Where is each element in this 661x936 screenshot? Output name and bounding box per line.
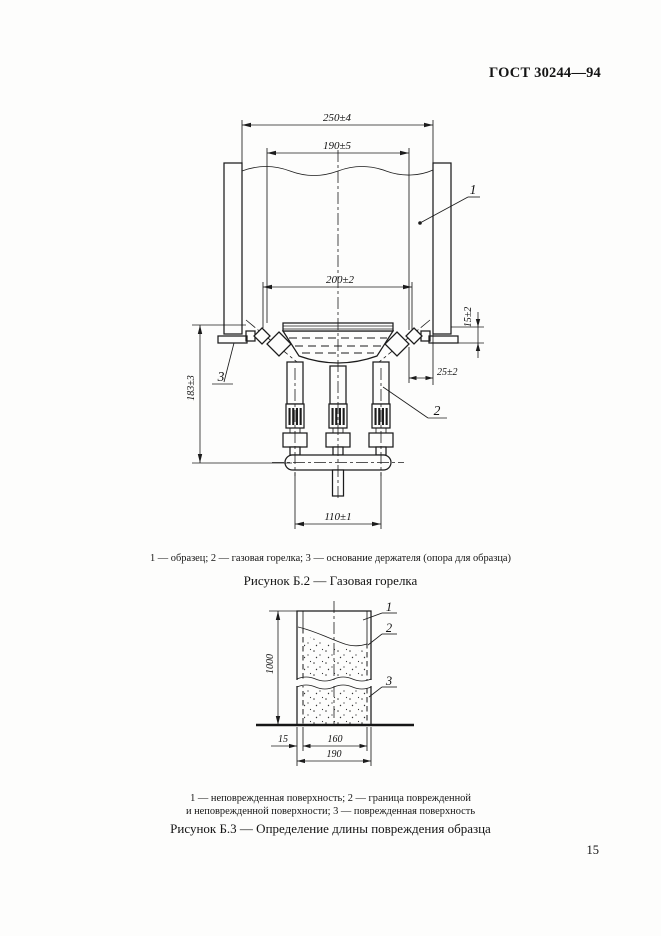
dim-25-label: 25±2 [437, 367, 458, 378]
b3-label-1: 1 [385, 600, 393, 614]
dim-200-label: 200±2 [325, 274, 355, 286]
b3-label-2: 2 [385, 621, 393, 635]
figure-b3-legend-line1: 1 — неповрежденная поверхность; 2 — граница поврежденной [190, 793, 471, 804]
figure-b3-caption: Рисунок Б.3 — Определение длины повреждения образца [170, 821, 491, 836]
standard-number-header: ГОСТ 30244—94 [489, 65, 601, 81]
dim-190-label: 190 [326, 749, 342, 760]
dim-1000 [265, 611, 280, 725]
dim-183-label: 183±3 [186, 375, 197, 401]
dim-15-2 [451, 307, 484, 358]
holder-base-left [218, 336, 247, 343]
dim-1000-label: 1000 [265, 654, 276, 674]
specimen-walls [224, 163, 451, 334]
b3-label-3: 3 [385, 674, 393, 688]
figure-b3-legend-line2: и неповрежденной поверхности; 3 — поврежденная поверхность [185, 806, 476, 817]
figure-b2-gas-burner-drawing [186, 112, 484, 529]
dim-15-2-label: 15±2 [463, 306, 474, 328]
b2-label-1: 1 [469, 182, 477, 197]
dim-160-label: 160 [327, 734, 343, 745]
dim-200 [263, 274, 412, 330]
figure-b3-damage-drawing [256, 600, 414, 766]
dim-190-label: 190±5 [322, 140, 352, 152]
figure-b2-caption: Рисунок Б.2 — Газовая горелка [243, 573, 418, 588]
page-number: 15 [586, 843, 599, 857]
dim-110-label: 110±1 [324, 511, 352, 523]
specimen-break-wave [242, 167, 433, 176]
b2-label-3: 3 [217, 369, 225, 384]
b2-label-2: 2 [433, 403, 441, 418]
figure-b2-legend: 1 — образец; 2 — газовая горелка; 3 — основание держателя (опора для образца) [150, 553, 511, 564]
dim-250-label: 250±4 [322, 112, 352, 124]
b3-bottom-dims [271, 727, 371, 766]
dim-15-label: 15 [278, 734, 288, 745]
